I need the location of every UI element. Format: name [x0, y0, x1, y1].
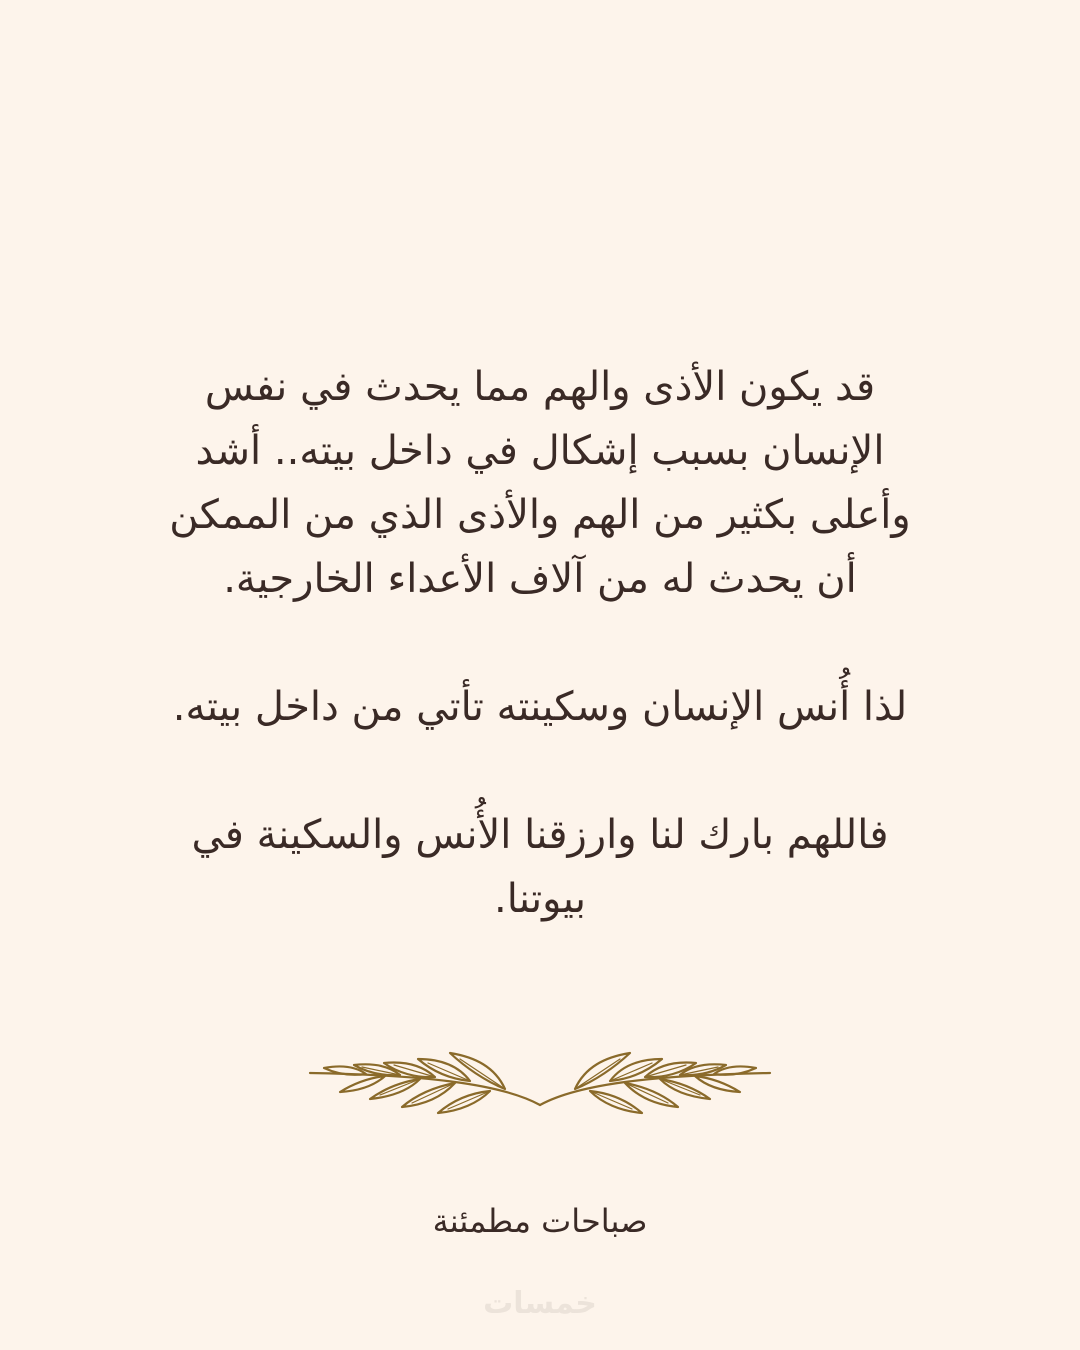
quote-line: قد يكون الأذى والهم مما يحدث في نفس: [204, 364, 876, 410]
quote-line: وأعلى بكثير من الهم والأذى الذي من الممكن: [169, 492, 911, 538]
quote-paragraph-2: [60, 675, 1020, 739]
laurel-branch-icon: [300, 1045, 780, 1135]
quote-line: لذا أُنس الإنسان وسكينته تأتي من داخل بيته.: [172, 684, 908, 730]
quote-paragraph-1: [60, 355, 1020, 611]
quote-line: الإنسان بسبب إشكال في داخل بيته.. أشد: [195, 428, 885, 474]
quote-line: بيوتنا.: [494, 876, 586, 922]
watermark-logo: خمسات: [483, 1286, 597, 1321]
quote-paragraph-3: [60, 803, 1020, 931]
quote-line: أن يحدث له من آلاف الأعداء الخارجية.: [223, 556, 857, 602]
quote-line: فاللهم بارك لنا وارزقنا الأُنس والسكينة في: [191, 812, 889, 858]
quote-block: [60, 355, 1020, 931]
signature-text: صباحات مطمئنة: [432, 1202, 648, 1240]
